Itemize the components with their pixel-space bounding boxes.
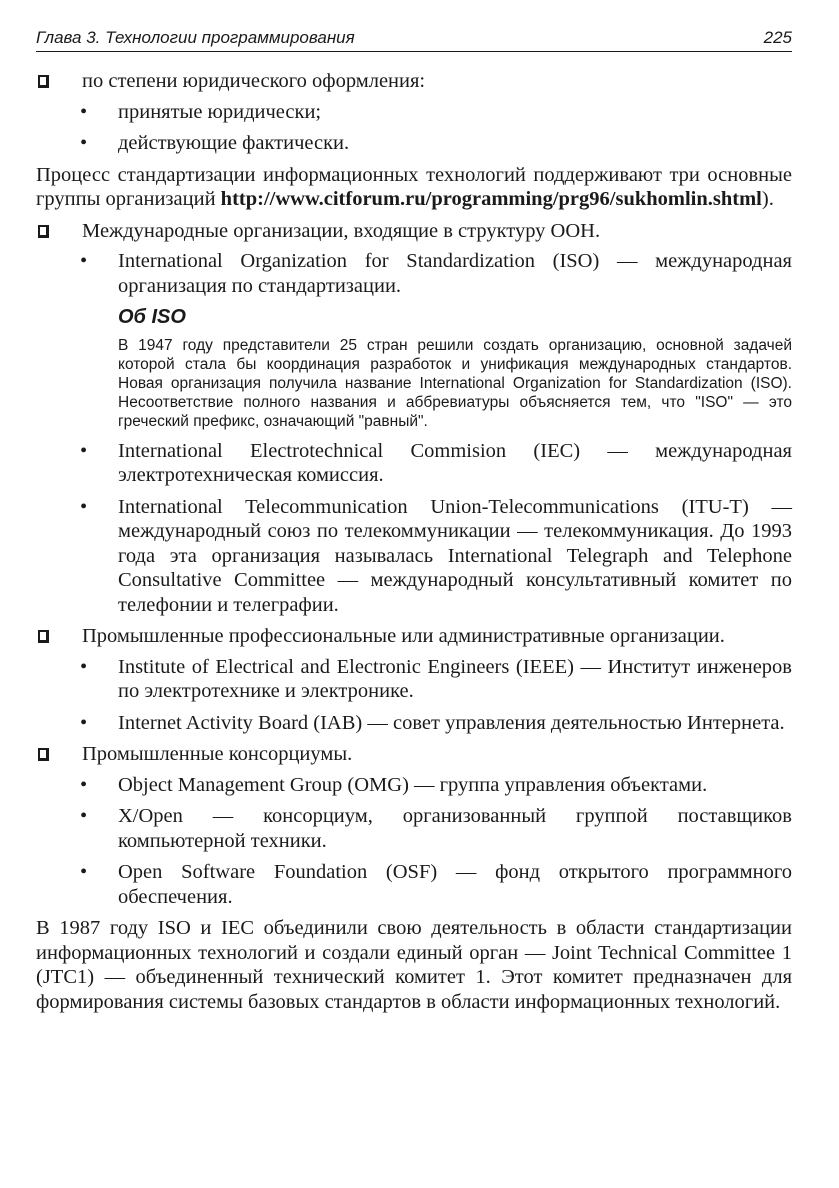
list-item: • Open Software Foundation (OSF) — фонд открытого программного обеспечения. xyxy=(36,860,792,909)
page-number: 225 xyxy=(763,28,792,47)
list-item: • Internet Activity Board (IAB) — совет управления деятельностью Интернета. xyxy=(36,711,792,736)
list-item: по степени юридического оформления: xyxy=(36,69,792,94)
list-item: Промышленные профессиональные или административные организации. xyxy=(36,624,792,649)
sidebar-note-title: Об ISO xyxy=(118,306,186,328)
book-page xyxy=(36,28,792,1021)
paragraph-tail: ). xyxy=(761,188,774,210)
paragraph: В 1987 году ISO и IEC объединили свою деятельность в области стандартизации информационных технологий и создали единый орган — Joint Technical Committee 1 (JTC1) — объединенный технический комитет 1. Этот комитет предназначен для формирования системы базовых стандартов в области информационных технологий. xyxy=(36,917,792,1013)
list-item: • действующие фактически. xyxy=(36,131,792,156)
url-link[interactable]: http://www.citforum.ru/programming/prg96/sukhomlin.shtml xyxy=(220,188,762,210)
paragraph xyxy=(36,163,792,212)
list-item: • International Telecommunication Union-Telecommunications (ITU-T) — международный союз по телекоммуникации — телекоммуникация. До 1993 года эта организация называлась International Telegraph and Telephone Consultative Committee — международный консультативный комитет по телефонии и телеграфии. xyxy=(36,495,792,618)
list-item: • Object Management Group (OMG) — группа управления объектами. xyxy=(36,773,792,798)
list-item: • International Organization for Standardization (ISO) — международная организация по стандартизации. xyxy=(36,249,792,298)
chapter-title: Глава 3. Технологии программирования xyxy=(36,28,355,47)
list-item: • Institute of Electrical and Electronic Engineers (IEEE) — Институт инженеров по электротехнике и электронике. xyxy=(36,655,792,704)
page-body xyxy=(36,69,792,1014)
sidebar-note xyxy=(118,305,792,431)
list-item: • принятые юридически; xyxy=(36,100,792,125)
list-item: • International Electrotechnical Commision (IEC) — международная электротехническая комиссия. xyxy=(36,439,792,488)
list-item: Промышленные консорциумы. xyxy=(36,742,792,767)
paragraph-text: Процесс стандартизации информационных технологий поддерживают три основные группы организаций xyxy=(36,163,792,210)
list-item: Международные организации, входящие в структуру ООН. xyxy=(36,219,792,244)
list-item: • X/Open — консорциум, организованный группой поставщиков компьютерной техники. xyxy=(36,804,792,853)
sidebar-note-text: В 1947 году представители 25 стран решили создать организацию, основной задачей которой стала бы координация разработок и унификация международных стандартов. Новая организация получила название International Organization for Standardization (ISO). Несоответствие полного названия и аббревиатуры объясняется тем, что "ISO" — это греческий префикс, означающий "равный". xyxy=(118,336,792,430)
running-header xyxy=(36,28,792,52)
